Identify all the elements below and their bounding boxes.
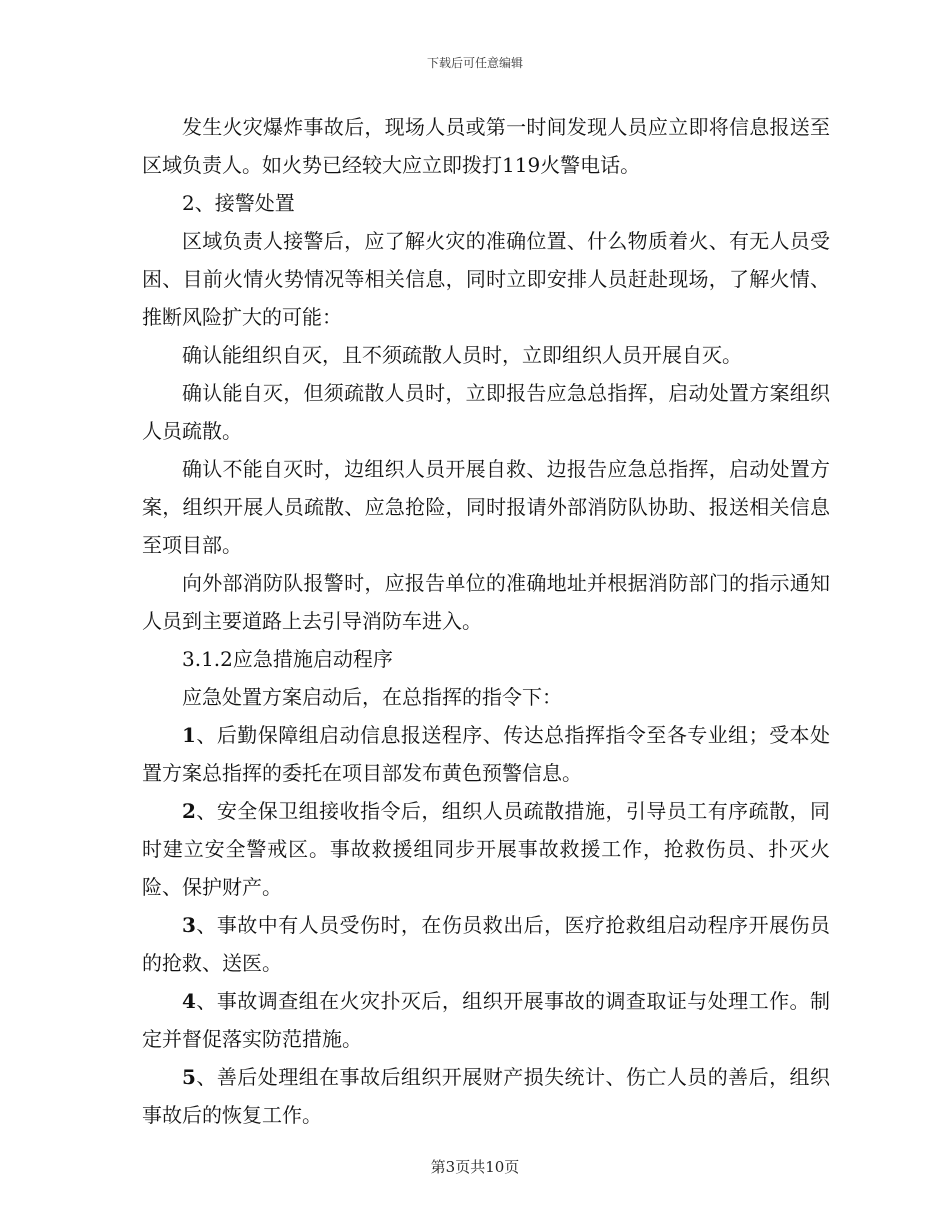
heading-alarm-handling: 2、接警处置 bbox=[182, 191, 295, 215]
paragraph-report: 发生火灾爆炸事故后，现场人员或第一时间发现人员应立即将信息报送至区域负责人。如火势已经较大应立即拨打119火警电话。 bbox=[142, 115, 830, 177]
document-body bbox=[142, 108, 830, 1134]
list-item-medical bbox=[142, 906, 830, 982]
paragraph-external-fire-brigade: 向外部消防队报警时，应报告单位的准确地址并根据消防部门的指示通知人员到主要道路上去引导消防车进入。 bbox=[142, 571, 830, 633]
heading-emergency-procedure: 3.1.2应急措施启动程序 bbox=[182, 647, 393, 671]
page-header: 下载后可任意编辑 bbox=[426, 56, 523, 70]
list-item-logistics bbox=[142, 716, 830, 792]
list-item-aftermath bbox=[142, 1058, 830, 1134]
list-item-security bbox=[142, 792, 830, 906]
paragraph-evacuate: 确认能自灭，但须疏散人员时，立即报告应急总指挥，启动处置方案组织人员疏散。 bbox=[142, 381, 830, 443]
list-text: 、善后处理组在事故后组织开展财产损失统计、伤亡人员的善后，组织事故后的恢复工作。 bbox=[142, 1065, 830, 1127]
list-item-investigation bbox=[142, 982, 830, 1058]
paragraph-cannot-extinguish: 确认不能自灭时，边组织人员开展自救、边报告应急总指挥，启动处置方案，组织开展人员疏散、应急抢险，同时报请外部消防队协助、报送相关信息至项目部。 bbox=[142, 457, 830, 557]
list-text: 、事故调查组在火灾扑灭后，组织开展事故的调查取证与处理工作。制定并督促落实防范措施。 bbox=[142, 989, 830, 1051]
paragraph-area-leader: 区域负责人接警后，应了解火灾的准确位置、什么物质着火、有无人员受困、目前火情火势情况等相关信息，同时立即安排人员赶赴现场，了解火情、推断风险扩大的可能： bbox=[142, 229, 830, 329]
list-text: 、后勤保障组启动信息报送程序、传达总指挥指令至各专业组；受本处置方案总指挥的委托在项目部发布黄色预警信息。 bbox=[142, 723, 830, 785]
list-number: 2 bbox=[182, 799, 196, 823]
page-footer: 第3页共10页 bbox=[430, 1158, 520, 1176]
list-text: 、安全保卫组接收指令后，组织人员疏散措施，引导员工有序疏散，同时建立安全警戒区。事故救援组同步开展事故救援工作，抢救伤员、扑灭火险、保护财产。 bbox=[142, 799, 830, 899]
paragraph-after-activation: 应急处置方案启动后，在总指挥的指令下： bbox=[182, 685, 562, 709]
list-number: 1 bbox=[182, 723, 196, 747]
paragraph-self-extinguish: 确认能组织自灭，且不须疏散人员时，立即组织人员开展自灭。 bbox=[182, 343, 742, 367]
list-number: 4 bbox=[182, 989, 196, 1013]
list-text: 、事故中有人员受伤时，在伤员救出后，医疗抢救组启动程序开展伤员的抢救、送医。 bbox=[142, 913, 830, 975]
list-number: 3 bbox=[182, 913, 196, 937]
list-number: 5 bbox=[182, 1065, 196, 1089]
